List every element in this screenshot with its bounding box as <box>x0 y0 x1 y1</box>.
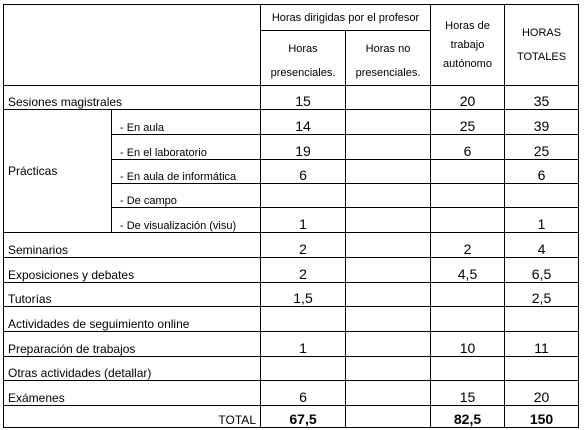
table-row <box>4 258 579 283</box>
header-autonomous-hours <box>431 5 505 86</box>
total-autonomo: 82,5 <box>431 406 505 428</box>
cell-autonomo <box>431 307 505 332</box>
cell-autonomo <box>431 184 505 208</box>
hours-table <box>3 4 579 428</box>
cell-total: 6 <box>505 160 579 184</box>
table-row <box>4 283 579 307</box>
table-row <box>4 307 579 332</box>
cell-no-presencial <box>346 258 431 283</box>
row-sublabel: - En aula <box>112 110 261 135</box>
table-row <box>4 357 579 381</box>
cell-autonomo: 20 <box>431 86 505 110</box>
cell-no-presencial <box>346 135 431 160</box>
total-hours: 150 <box>505 406 579 428</box>
header-presencial <box>261 31 346 86</box>
cell-presencial: 15 <box>261 86 346 110</box>
cell-presencial: 6 <box>261 381 346 406</box>
hours-table-container <box>3 4 579 428</box>
cell-no-presencial <box>346 283 431 307</box>
cell-autonomo: 2 <box>431 233 505 258</box>
row-label-practicas: Prácticas <box>4 110 112 233</box>
row-label: Seminarios <box>4 233 261 258</box>
header-directed-hours: Horas dirigidas por el profesor <box>261 5 431 31</box>
cell-presencial: 2 <box>261 233 346 258</box>
cell-no-presencial <box>346 233 431 258</box>
header-autonomous-label: Horas de trabajo autónomo <box>443 19 492 70</box>
cell-total: 20 <box>505 381 579 406</box>
cell-presencial <box>261 184 346 208</box>
cell-total <box>505 184 579 208</box>
table-row <box>4 332 579 357</box>
cell-no-presencial <box>346 357 431 381</box>
total-no-presencial <box>346 406 431 428</box>
cell-total: 6,5 <box>505 258 579 283</box>
total-label: TOTAL <box>4 406 261 428</box>
header-empty-cell <box>4 5 261 86</box>
cell-autonomo: 6 <box>431 135 505 160</box>
cell-no-presencial <box>346 208 431 233</box>
table-row <box>4 381 579 406</box>
cell-total <box>505 357 579 381</box>
cell-autonomo <box>431 283 505 307</box>
cell-presencial: 14 <box>261 110 346 135</box>
cell-no-presencial <box>346 307 431 332</box>
total-presencial: 67,5 <box>261 406 346 428</box>
cell-presencial: 6 <box>261 160 346 184</box>
cell-autonomo: 10 <box>431 332 505 357</box>
table-row <box>4 86 579 110</box>
cell-presencial: 1 <box>261 332 346 357</box>
cell-total: 11 <box>505 332 579 357</box>
row-sublabel: - En aula de informática <box>112 160 261 184</box>
cell-no-presencial <box>346 160 431 184</box>
cell-autonomo: 15 <box>431 381 505 406</box>
row-label: Tutorías <box>4 283 261 307</box>
cell-presencial: 1 <box>261 208 346 233</box>
cell-total: 39 <box>505 110 579 135</box>
row-sublabel: - De visualización (visu) <box>112 208 261 233</box>
cell-autonomo <box>431 208 505 233</box>
header-no-presencial-label: Horas no presenciales. <box>355 43 421 79</box>
row-label: Exposiciones y debates <box>4 258 261 283</box>
row-label: Actividades de seguimiento online <box>4 307 261 332</box>
cell-presencial: 2 <box>261 258 346 283</box>
cell-total: 1 <box>505 208 579 233</box>
table-row <box>4 233 579 258</box>
header-total-hours <box>505 5 579 86</box>
total-row <box>4 406 579 428</box>
row-label: Preparación de trabajos <box>4 332 261 357</box>
cell-autonomo <box>431 357 505 381</box>
cell-no-presencial <box>346 332 431 357</box>
cell-no-presencial <box>346 381 431 406</box>
cell-autonomo <box>431 160 505 184</box>
cell-no-presencial <box>346 86 431 110</box>
cell-total: 35 <box>505 86 579 110</box>
cell-no-presencial <box>346 110 431 135</box>
cell-presencial <box>261 357 346 381</box>
cell-presencial: 19 <box>261 135 346 160</box>
header-total-label: HORAS TOTALES <box>516 27 567 63</box>
cell-autonomo: 4,5 <box>431 258 505 283</box>
row-label: Otras actividades (detallar) <box>4 357 261 381</box>
table-row <box>4 110 579 135</box>
row-label: Exámenes <box>4 381 261 406</box>
row-label: Sesiones magistrales <box>4 86 261 110</box>
cell-total: 25 <box>505 135 579 160</box>
cell-total <box>505 307 579 332</box>
cell-total: 4 <box>505 233 579 258</box>
row-sublabel: - En el laboratorio <box>112 135 261 160</box>
row-sublabel: - De campo <box>112 184 261 208</box>
cell-no-presencial <box>346 184 431 208</box>
header-no-presencial <box>346 31 431 86</box>
cell-presencial: 1,5 <box>261 283 346 307</box>
header-presencial-label: Horas presenciales. <box>270 43 336 79</box>
cell-total: 2,5 <box>505 283 579 307</box>
cell-autonomo: 25 <box>431 110 505 135</box>
cell-presencial <box>261 307 346 332</box>
